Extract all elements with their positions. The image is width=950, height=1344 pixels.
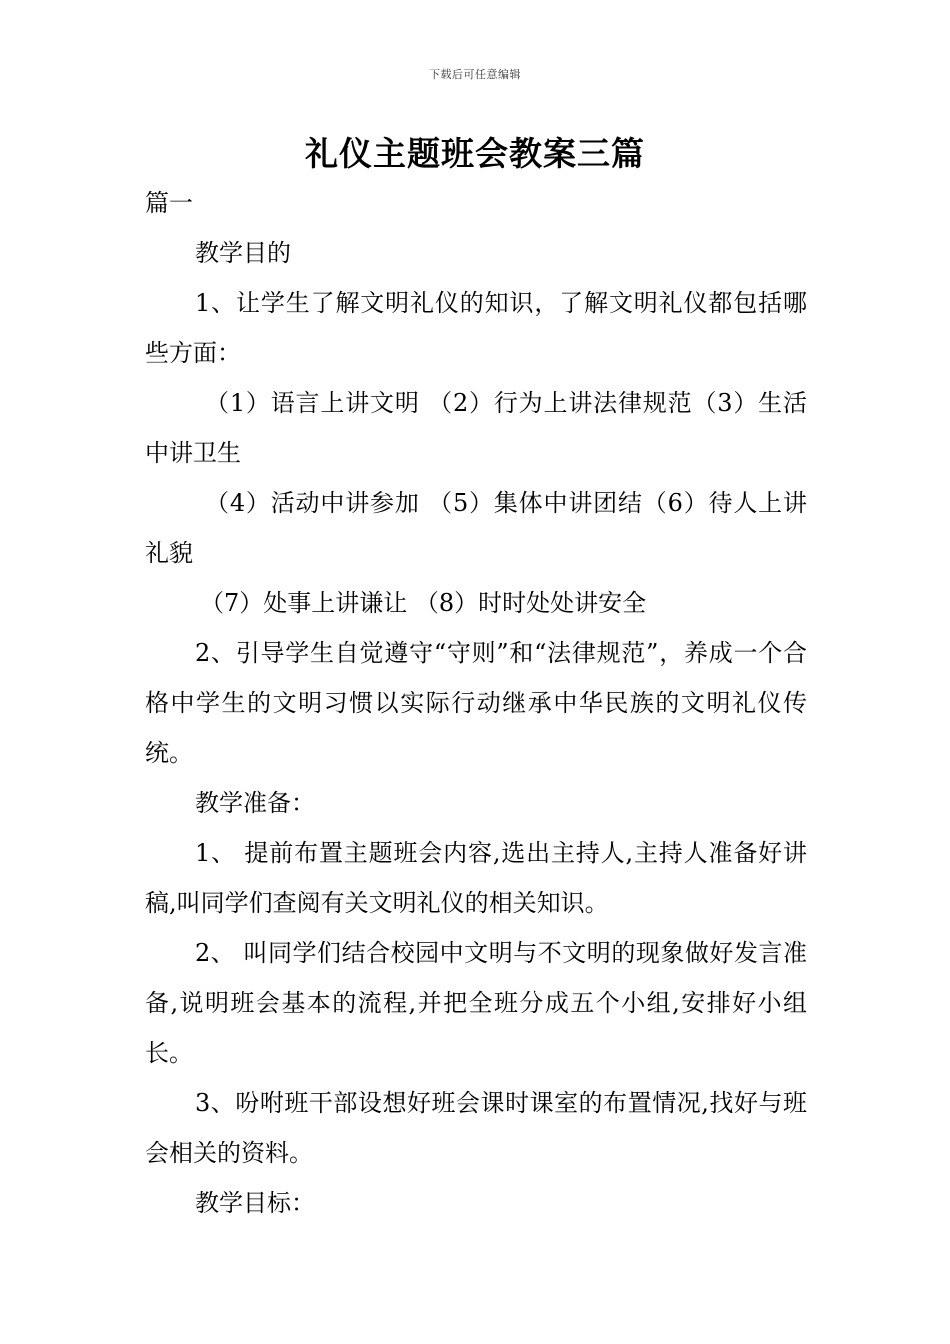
- paragraph-preparation-2: 2、 叫同学们结合校园中文明与不文明的现象做好发言准备,说明班会基本的流程,并把全班分成五个小组,安排好小组长。: [145, 939, 807, 1067]
- paragraph-preparation-1: 1、 提前布置主题班会内容,选出主持人,主持人准备好讲稿,叫同学们查阅有关文明礼仪的相关知识。: [145, 839, 807, 917]
- paragraph-preparation-3: 3、吩咐班干部设想好班会课时课室的布置情况,找好与班会相关的资料。: [145, 1089, 807, 1167]
- document-title: 礼仪主题班会教案三篇: [305, 134, 645, 173]
- heading-teaching-goals: 教学目标：: [195, 1189, 315, 1217]
- paragraph-purpose-2: 2、引导学生自觉遵守“守则”和“法律规范”，养成一个合格中学生的文明习惯以实际行动继承中华民族的文明礼仪传统。: [145, 639, 807, 767]
- heading-teaching-preparation: 教学准备：: [195, 789, 315, 817]
- section-label: 篇一: [145, 189, 193, 217]
- list-item-etiquette-3: （7）处事上讲谦让 （8）时时处处讲安全: [200, 589, 647, 617]
- list-item-etiquette-1: （1）语言上讲文明 （2）行为上讲法律规范（3）生活中讲卫生: [145, 389, 807, 467]
- list-item-etiquette-2: （4）活动中讲参加 （5）集体中讲团结（6）待人上讲礼貌: [145, 489, 807, 567]
- document-body: [145, 178, 807, 1228]
- header-note: 下载后可任意编辑: [429, 68, 521, 81]
- paragraph-purpose-1: 1、让学生了解文明礼仪的知识，了解文明礼仪都包括哪些方面：: [145, 289, 807, 367]
- heading-teaching-purpose: 教学目的: [195, 239, 291, 267]
